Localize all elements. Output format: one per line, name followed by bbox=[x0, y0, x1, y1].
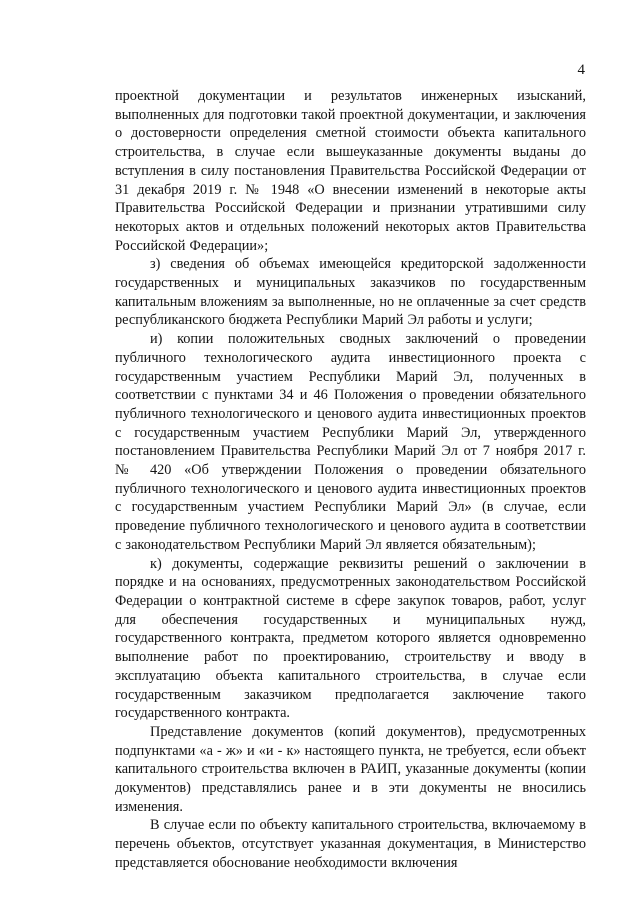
paragraph-item-i: и) копии положительных сводных заключений о проведении публичного технологического аудита инвестиционного проекта с государственным участием Республики Марий Эл, полученных в соответствии с пунктами 34 и 46 Положения о проведении обязательного публичного технологического и ценового аудита инвестиционных проектов с государственным участием Республики Марий Эл, утвержденного постановлением Правительства Республики Марий Эл от 7 ноября 2017 г. № 420 «Об утверждении Положения о проведении обязательного публичного технологического и ценового аудита инвестиционных проектов с государственным участием Республики Марий Эл» (в случае, если проведение публичного технологического и ценового аудита в соответствии с законодательством Республики Марий Эл является обязательным); bbox=[115, 331, 586, 553]
paragraph-missing-documentation: В случае если по объекту капитального строительства, включаемому в перечень объектов, отсутствует указанная документация, в Министерство представляется обоснование необходимости включения bbox=[115, 817, 586, 871]
paragraph-item-k: к) документы, содержащие реквизиты решений о заключении в порядке и на основаниях, предусмотренных законодательством Российской Федерации о контрактной системе в сфере закупок товаров, работ, услуг для обеспечения государственных и муниципальных нужд, государственного контракта, предметом которого является одновременно выполнение работ по проектированию, строительству и вводу в эксплуатацию объекта капитального строительства, в случае если государственным заказчиком предполагается заключение такого государственного контракта. bbox=[115, 555, 586, 722]
paragraph-exemption: Представление документов (копий документов), предусмотренных подпунктами «а - ж» и «и - к» настоящего пункта, не требуется, если объект капитального строительства включен в РАИП, указанные документы (копии документов) представлялись ранее и в эти документы не вносились изменения. bbox=[115, 723, 586, 815]
page-number: 4 bbox=[577, 62, 585, 78]
document-body bbox=[115, 87, 586, 873]
paragraph-item-z: з) сведения об объемах имеющейся кредиторской задолженности государственных и муниципальных заказчиков по государственным капитальным вложениям за выполненные, но не оплаченные за счет средств республиканского бюджета Республики Марий Эл работы и услуги; bbox=[115, 256, 586, 329]
paragraph-continuation: проектной документации и результатов инженерных изысканий, выполненных для подготовки такой проектной документации, и заключения о достоверности определения сметной стоимости объекта капитального строительства, в случае если вышеуказанные документы выданы до вступления в силу постановления Правительства Российской Федерации от 31 декабря 2019 г. № 1948 «О внесении изменений в некоторые акты Правительства Российской Федерации и признании утратившими силу некоторых актов и отдельных положений некоторых актов Правительства Российской Федерации»; bbox=[115, 88, 586, 254]
